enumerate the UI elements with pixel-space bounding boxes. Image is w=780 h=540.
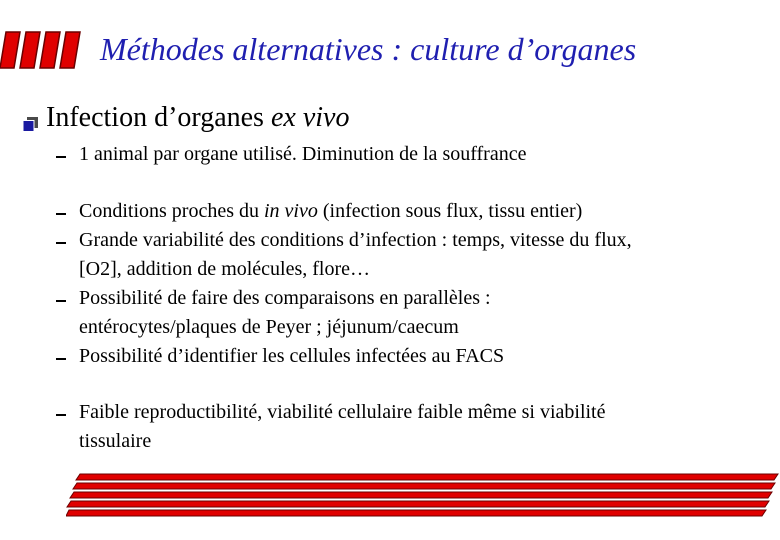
stripe-2 — [73, 483, 775, 489]
slide-title: Méthodes alternatives : culture d’organes — [100, 31, 637, 67]
list-item-text-line-2: entérocytes/plaques de Peyer ; jéjunum/caecum — [79, 316, 459, 338]
stripe-5 — [66, 510, 766, 516]
dash-bullet-icon — [56, 358, 66, 360]
list-item-text-line-2: [O2], addition de molécules, flore… — [79, 258, 371, 280]
title-bar-1 — [0, 32, 20, 68]
list-item-text-line-1: Faible reproductibilité, viabilité cellulaire faible même si viabilité — [79, 401, 606, 423]
stripe-3 — [70, 492, 772, 498]
dash-bullet-icon — [56, 242, 66, 244]
list-item-text-line-1: Possibilité de faire des comparaisons en parallèles : — [79, 287, 491, 309]
list-item-text: Possibilité d’identifier les cellules infectées au FACS — [79, 345, 505, 367]
heading-emphasis: ex vivo — [270, 102, 350, 133]
text-segment: (infection sous flux, tissu entier) — [317, 200, 583, 222]
dash-bullet-icon — [56, 213, 66, 215]
heading-text: Infection d’organes — [46, 102, 271, 133]
text-segment: Conditions proches du — [79, 200, 264, 222]
section-heading — [46, 100, 349, 136]
dash-bullet-icon — [56, 156, 66, 158]
title-decoration — [0, 30, 84, 70]
stripe-4 — [67, 501, 769, 507]
dash-bullet-icon — [56, 414, 66, 416]
text-emphasis: in vivo — [264, 200, 318, 222]
list-item-text-line-1: Grande variabilité des conditions d’infection : temps, vitesse du flux, — [79, 229, 632, 251]
title-bar-4 — [60, 32, 80, 68]
checkbox-icon — [23, 117, 38, 132]
list-item-text-line-2: tissulaire — [79, 430, 152, 452]
stripe-1 — [76, 474, 778, 480]
dash-bullet-icon — [56, 300, 66, 302]
title-bar-2 — [20, 32, 40, 68]
bottom-stripes-decoration — [66, 472, 780, 522]
list-item-text — [79, 197, 759, 226]
title-bar-3 — [40, 32, 60, 68]
list-item-text: 1 animal par organe utilisé. Diminution de la souffrance — [79, 143, 527, 165]
